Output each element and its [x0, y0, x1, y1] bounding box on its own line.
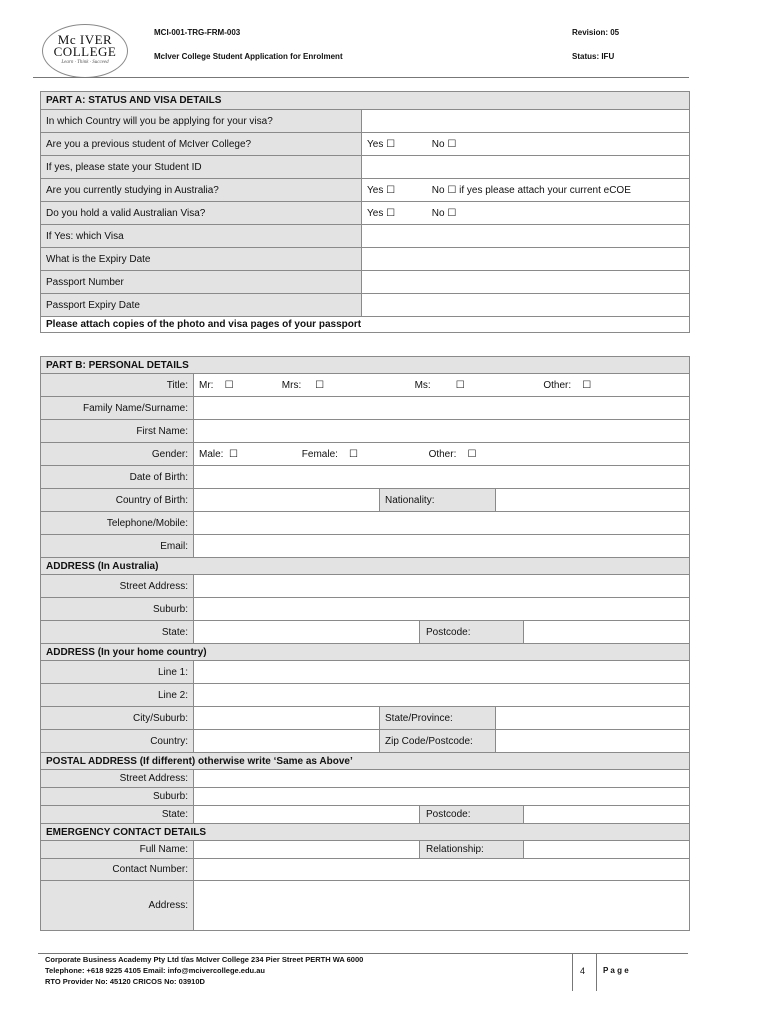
line2-label: Line 2:	[41, 684, 194, 707]
first-name-field[interactable]	[194, 420, 690, 443]
street-address-label: Street Address:	[41, 575, 194, 598]
country-label: Country:	[41, 730, 194, 753]
line1-label: Line 1:	[41, 661, 194, 684]
line2-field[interactable]	[194, 684, 690, 707]
status: Status: IFU	[572, 52, 615, 61]
page-label: P a g e	[603, 966, 629, 975]
country-of-birth-label: Country of Birth:	[41, 489, 194, 512]
postal-street-field[interactable]	[194, 770, 690, 788]
footer-line3: RTO Provider No: 45120 CRICOS No: 03910D	[45, 977, 205, 986]
student-id-field[interactable]	[362, 156, 690, 179]
logo-line2: COLLEGE	[53, 44, 117, 59]
checkbox[interactable]: ☐	[455, 379, 465, 391]
state-province-label: State/Province:	[380, 707, 496, 730]
question-label: Passport Number	[41, 271, 362, 294]
first-name-label: First Name:	[41, 420, 194, 443]
part-a-row	[41, 248, 690, 271]
state-label: State:	[41, 621, 194, 644]
question-label: If yes, please state your Student ID	[41, 156, 362, 179]
title-label: Title:	[41, 374, 194, 397]
part-a-row	[41, 271, 690, 294]
visa-type-field[interactable]	[362, 225, 690, 248]
footer-text	[45, 954, 363, 987]
header-divider	[33, 77, 689, 78]
logo-line1: Mc IVER	[57, 32, 113, 47]
checkbox[interactable]: ☐	[447, 207, 457, 219]
checkbox[interactable]: ☐	[386, 207, 396, 219]
emergency-heading: EMERGENCY CONTACT DETAILS	[41, 824, 690, 841]
question-label: What is the Expiry Date	[41, 248, 362, 271]
visa-expiry-field[interactable]	[362, 248, 690, 271]
checkbox[interactable]: ☐	[229, 448, 238, 460]
checkbox[interactable]: ☐	[447, 184, 457, 196]
emergency-contact-field[interactable]	[194, 859, 690, 881]
doc-title: McIver College Student Application for Enrolment	[154, 52, 343, 61]
postal-postcode-label: Postcode:	[420, 806, 524, 824]
email-label: Email:	[41, 535, 194, 558]
passport-number-field[interactable]	[362, 271, 690, 294]
family-name-label: Family Name/Surname:	[41, 397, 194, 420]
checkbox[interactable]: ☐	[467, 448, 477, 460]
nationality-label: Nationality:	[380, 489, 496, 512]
part-b-title: PART B: PERSONAL DETAILS	[41, 357, 690, 374]
checkbox[interactable]: ☐	[447, 138, 457, 150]
relationship-field[interactable]	[524, 841, 690, 859]
postcode-field[interactable]	[524, 621, 690, 644]
telephone-label: Telephone/Mobile:	[41, 512, 194, 535]
visa-country-field[interactable]	[362, 110, 690, 133]
dob-label: Date of Birth:	[41, 466, 194, 489]
part-a-row	[41, 179, 690, 202]
nationality-field[interactable]	[496, 489, 690, 512]
city-label: City/Suburb:	[41, 707, 194, 730]
part-a-row	[41, 225, 690, 248]
postal-street-label: Street Address:	[41, 770, 194, 788]
checkbox[interactable]: ☐	[386, 184, 396, 196]
telephone-field[interactable]	[194, 512, 690, 535]
part-a-row	[41, 294, 690, 317]
suburb-field[interactable]	[194, 598, 690, 621]
question-label: Do you hold a valid Australian Visa?	[41, 202, 362, 225]
ecoe-note: if yes please attach your current eCOE	[459, 184, 631, 196]
state-province-field[interactable]	[496, 707, 690, 730]
postal-address-heading: POSTAL ADDRESS (If different) otherwise write ‘Same as Above’	[41, 753, 690, 770]
checkbox[interactable]: ☐	[315, 379, 325, 391]
country-of-birth-field[interactable]	[194, 489, 380, 512]
postal-suburb-label: Suburb:	[41, 788, 194, 806]
footer-line2: Telephone: +618 9225 4105 Email: info@mcivercollege.edu.au	[45, 966, 265, 975]
passport-copies-note: Please attach copies of the photo and visa pages of your passport	[41, 317, 690, 333]
question-label: Passport Expiry Date	[41, 294, 362, 317]
question-label: If Yes: which Visa	[41, 225, 362, 248]
city-field[interactable]	[194, 707, 380, 730]
emergency-address-label: Address:	[41, 881, 194, 931]
country-field[interactable]	[194, 730, 380, 753]
passport-expiry-field[interactable]	[362, 294, 690, 317]
gender-options: Male: ☐ Female: ☐ Other: ☐	[194, 443, 690, 466]
gender-label: Gender:	[41, 443, 194, 466]
part-a-row	[41, 202, 690, 225]
title-options: Mr: ☐ Mrs: ☐ Ms: ☐ Other: ☐	[194, 374, 690, 397]
question-label: Are you currently studying in Australia?	[41, 179, 362, 202]
checkbox[interactable]: ☐	[349, 448, 358, 460]
studying-in-australia-options: Yes ☐ No ☐ if yes please attach your current eCOE	[362, 179, 690, 202]
emergency-name-label: Full Name:	[41, 841, 194, 859]
address-aus-heading: ADDRESS (In Australia)	[41, 558, 690, 575]
previous-student-options: Yes ☐ No ☐	[362, 133, 690, 156]
doc-code: MCI-001-TRG-FRM-003	[154, 28, 241, 37]
zip-field[interactable]	[496, 730, 690, 753]
emergency-name-field[interactable]	[194, 841, 420, 859]
street-address-field[interactable]	[194, 575, 690, 598]
family-name-field[interactable]	[194, 397, 690, 420]
postcode-label: Postcode:	[420, 621, 524, 644]
logo-tagline: Learn · Think · Succeed	[61, 60, 109, 65]
footer-line1: Corporate Business Academy Pty Ltd t/as McIver College 234 Pier Street PERTH WA 6000	[45, 955, 364, 964]
part-a-title: PART A: STATUS AND VISA DETAILS	[41, 92, 690, 110]
postal-suburb-field[interactable]	[194, 788, 690, 806]
part-b-table	[40, 356, 690, 931]
checkbox[interactable]: ☐	[386, 138, 396, 150]
revision: Revision: 05	[572, 28, 620, 37]
postal-state-field[interactable]	[194, 806, 420, 824]
valid-visa-options: Yes ☐ No ☐	[362, 202, 690, 225]
state-field[interactable]	[194, 621, 420, 644]
dob-field[interactable]	[194, 466, 690, 489]
part-a-table	[40, 91, 690, 333]
postal-state-label: State:	[41, 806, 194, 824]
email-field[interactable]	[194, 535, 690, 558]
address-home-heading: ADDRESS (In your home country)	[41, 644, 690, 661]
college-logo	[42, 24, 128, 78]
question-label: Are you a previous student of McIver College?	[41, 133, 362, 156]
suburb-label: Suburb:	[41, 598, 194, 621]
checkbox[interactable]: ☐	[582, 379, 592, 391]
relationship-label: Relationship:	[420, 841, 524, 859]
line1-field[interactable]	[194, 661, 690, 684]
question-label: In which Country will you be applying for your visa?	[41, 110, 362, 133]
checkbox[interactable]: ☐	[224, 379, 234, 391]
part-a-row	[41, 110, 690, 133]
part-a-row	[41, 133, 690, 156]
postal-postcode-field[interactable]	[524, 806, 690, 824]
emergency-contact-label: Contact Number:	[41, 859, 194, 881]
page-number: 4	[580, 966, 586, 976]
zip-label: Zip Code/Postcode:	[380, 730, 496, 753]
emergency-address-field[interactable]	[194, 881, 690, 931]
part-a-row	[41, 156, 690, 179]
